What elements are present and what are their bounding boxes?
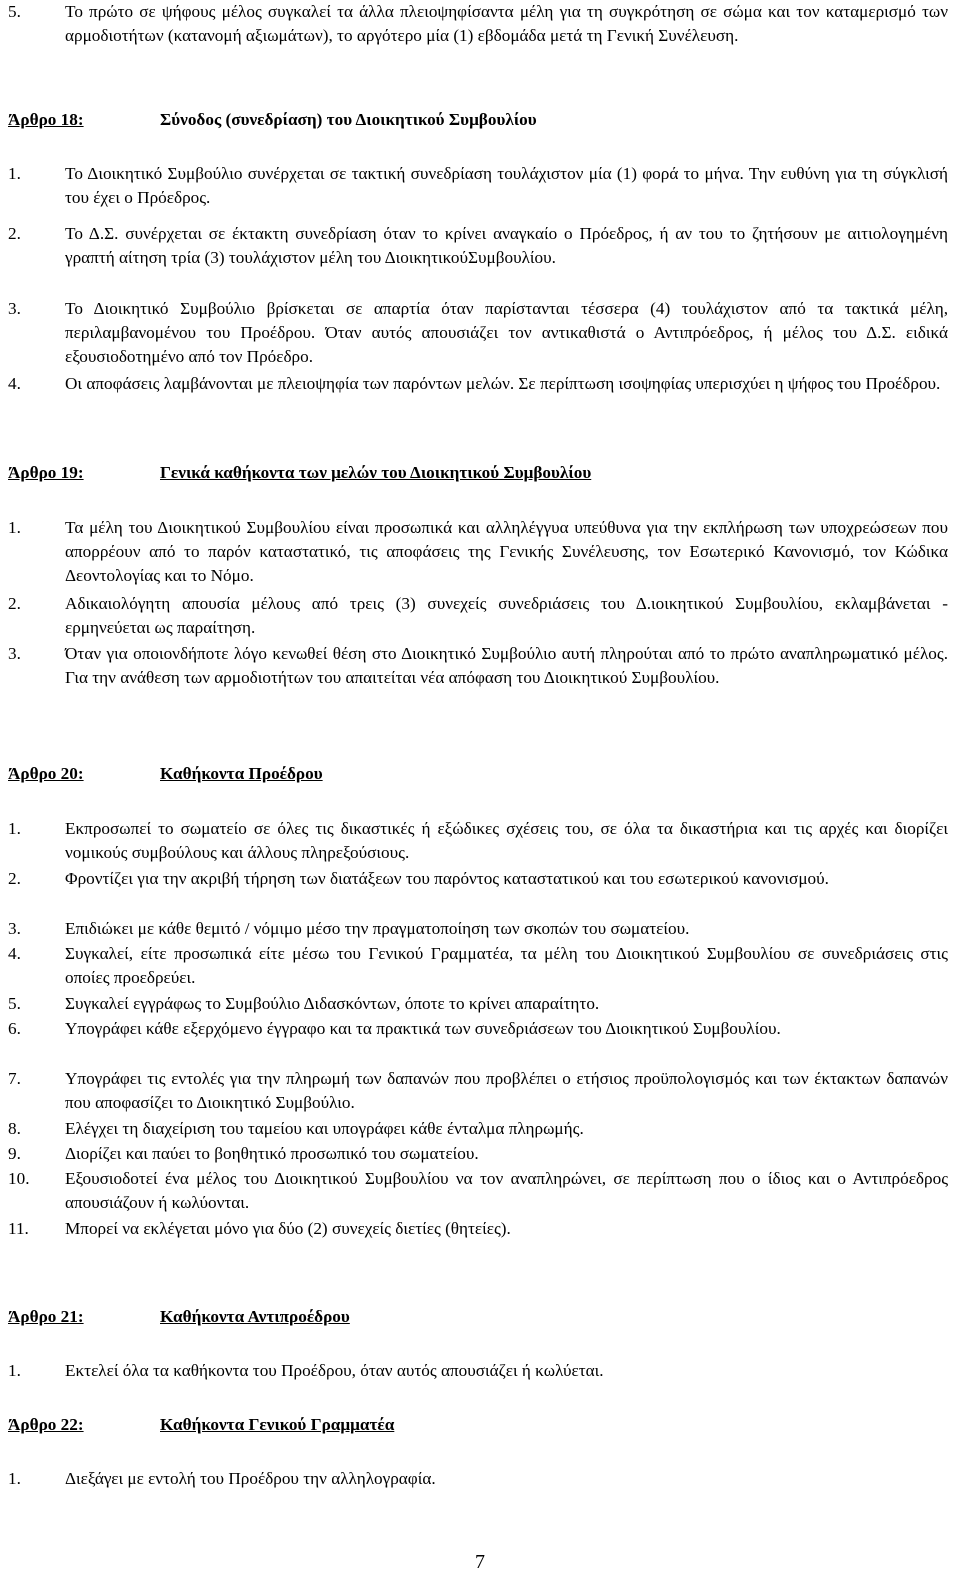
list-item bbox=[8, 297, 948, 369]
item-text: Τα μέλη του Διοικητικού Συμβουλίου είναι προσωπικά και αλληλέγγυα υπεύθυνα για την εκπλήρωση των υποχρεώσεων που απορρέουν από το παρόν καταστατικό, τις αποφάσεις της Γενικής Συνέλευσης, τον Εσωτερικό Κανονισμό, τον Κώδικα Δεοντολογίας και το Νόμο. bbox=[65, 518, 948, 585]
list-item bbox=[8, 1467, 948, 1491]
item-number: 4. bbox=[8, 374, 21, 393]
item-number: 9. bbox=[8, 1144, 21, 1163]
list-item bbox=[8, 516, 948, 588]
list-item bbox=[8, 1117, 948, 1141]
item-text: Ελέγχει τη διαχείριση του ταμείου και υπογράφει κάθε ένταλμα πληρωμής. bbox=[65, 1119, 584, 1138]
item-text: Φροντίζει για την ακριβή τήρηση των διατάξεων του παρόντος καταστατικού και του εσωτερικού κανονισμού. bbox=[65, 869, 829, 888]
item-text: Διεξάγει με εντολή του Προέδρου την αλληλογραφία. bbox=[65, 1469, 436, 1488]
article-label: Άρθρο 20: bbox=[8, 764, 84, 783]
item-text: Εκτελεί όλα τα καθήκοντα του Προέδρου, όταν αυτός απουσιάζει ή κωλύεται. bbox=[65, 1361, 604, 1380]
article-19-heading bbox=[8, 461, 948, 485]
article-21-heading bbox=[8, 1305, 948, 1329]
item-text: Συγκαλεί, είτε προσωπικά είτε μέσω του Γενικού Γραμματέα, τα μέλη του Διοικητικού Συμβουλίου σε συνεδριάσεις στις οποίες προεδρεύει. bbox=[65, 944, 948, 987]
item-number: 6. bbox=[8, 1019, 21, 1038]
item-text: Το Δ.Σ. συνέρχεται σε έκτακτη συνεδρίαση όταν το κρίνει αναγκαίο ο Πρόεδρος, ή αν του το ζητήσουν με αιτιολογημένη γραπτή αίτηση τρία (3) τουλάχιστον μέλη του ΔιοικητικούΣυμβουλίου. bbox=[65, 224, 948, 267]
item-number: 1. bbox=[8, 518, 21, 537]
list-item bbox=[8, 1217, 948, 1241]
article-title: Καθήκοντα Γενικού Γραμματέα bbox=[160, 1415, 395, 1434]
list-item bbox=[8, 222, 948, 270]
item-number: 5. bbox=[8, 2, 21, 21]
item-number: 2. bbox=[8, 224, 21, 243]
item-text: Υπογράφει τις εντολές για την πληρωμή των δαπανών που προβλέπει ο ετήσιος προϋπολογισμός και των έκτακτων δαπανών που αποφασίζει το Διοικητικό Συμβούλιο. bbox=[65, 1069, 948, 1112]
article-label: Άρθρο 22: bbox=[8, 1415, 84, 1434]
item-number: 3. bbox=[8, 299, 21, 318]
list-item bbox=[8, 992, 948, 1016]
list-item bbox=[8, 0, 948, 48]
article-20-heading bbox=[8, 762, 948, 786]
article-label: Άρθρο 21: bbox=[8, 1307, 84, 1326]
list-item bbox=[8, 1017, 948, 1041]
list-item bbox=[8, 162, 948, 210]
article-title: Καθήκοντα Προέδρου bbox=[160, 764, 323, 783]
item-number: 3. bbox=[8, 919, 21, 938]
item-text: Οι αποφάσεις λαμβάνονται με πλειοψηφία των παρόντων μελών. Σε περίπτωση ισοψηφίας υπερισχύει η ψήφος του Προέδρου. bbox=[65, 374, 941, 393]
article-title: Γενικά καθήκοντα των μελών του Διοικητικού Συμβουλίου bbox=[160, 463, 592, 482]
article-22-heading bbox=[8, 1413, 948, 1437]
page-number: 7 bbox=[475, 1551, 485, 1573]
item-text: Όταν για οποιονδήποτε λόγο κενωθεί θέση στο Διοικητικό Συμβούλιο αυτή πληρούται από το πρώτο αναπληρωματικό μέλος. Για την ανάθεση των αρμοδιοτήτων του απαιτείται νέα απόφαση του Διοικητικού Συμβουλίου. bbox=[65, 644, 948, 687]
list-item bbox=[8, 642, 948, 690]
item-text: Αδικαιολόγητη απουσία μέλους από τρεις (3) συνεχείς συνεδριάσεις του Δ.ιοικητικού Συμβουλίου, εκλαμβάνεται - ερμηνεύεται ως παραίτηση. bbox=[65, 594, 948, 637]
item-text: Εκπροσωπεί το σωματείο σε όλες τις δικαστικές ή εξώδικες σχέσεις του, σε όλα τα δικαστήρια και τις αρχές και διορίζει νομικούς συμβούλους και άλλους πληρεξούσιους. bbox=[65, 819, 948, 862]
item-text: Εξουσιοδοτεί ένα μέλος του Διοικητικού Συμβουλίου να τον αναπληρώνει, σε περίπτωση που ο ίδιος και ο Αντιπρόεδρος απουσιάζουν ή κωλύονται. bbox=[65, 1169, 948, 1212]
item-number: 5. bbox=[8, 994, 21, 1013]
item-number: 4. bbox=[8, 944, 21, 963]
list-item bbox=[8, 917, 948, 941]
item-number: 3. bbox=[8, 644, 21, 663]
item-text: Το πρώτο σε ψήφους μέλος συγκαλεί τα άλλα πλειοψηφίσαντα μέλη για τη συγκρότηση σε σώμα και τον καταμερισμό των αρμοδιοτήτων (κατανομή αξιωμάτων), το αργότερο μία (1) εβδομάδα μετά τη Γενική Συνέλευση. bbox=[65, 2, 948, 45]
list-item bbox=[8, 1167, 948, 1215]
item-text: Συγκαλεί εγγράφως το Συμβούλιο Διδασκόντων, όποτε το κρίνει απαραίτητο. bbox=[65, 994, 600, 1013]
item-number: 8. bbox=[8, 1119, 21, 1138]
item-number: 2. bbox=[8, 869, 21, 888]
article-title: Καθήκοντα Αντιπροέδρου bbox=[160, 1307, 350, 1326]
item-number: 1. bbox=[8, 1469, 21, 1488]
item-text: Επιδιώκει με κάθε θεμιτό / νόμιμο μέσο την πραγματοποίηση των σκοπών του σωματείου. bbox=[65, 919, 690, 938]
item-text: Διορίζει και παύει το βοηθητικό προσωπικό του σωματείου. bbox=[65, 1144, 479, 1163]
item-number: 10. bbox=[8, 1169, 30, 1188]
article-label: Άρθρο 19: bbox=[8, 463, 84, 482]
list-item bbox=[8, 1142, 948, 1166]
item-text: Το Διοικητικό Συμβούλιο συνέρχεται σε τακτική συνεδρίαση τουλάχιστον μία (1) φορά το μήνα. Την ευθύνη για τη σύγκλισή του έχει ο Πρόεδρος. bbox=[65, 164, 948, 207]
list-item bbox=[8, 592, 948, 640]
list-item bbox=[8, 1067, 948, 1115]
article-label: Άρθρο 18: bbox=[8, 110, 84, 129]
item-number: 11. bbox=[8, 1219, 29, 1238]
item-number: 2. bbox=[8, 594, 21, 613]
item-number: 1. bbox=[8, 1361, 21, 1380]
item-number: 1. bbox=[8, 819, 21, 838]
item-number: 1. bbox=[8, 164, 21, 183]
list-item bbox=[8, 372, 948, 396]
article-18-heading bbox=[8, 108, 948, 132]
list-item bbox=[8, 867, 948, 891]
article-title: Σύνοδος (συνεδρίαση) του Διοικητικού Συμβουλίου bbox=[160, 110, 537, 129]
item-text: Υπογράφει κάθε εξερχόμενο έγγραφο και τα πρακτικά των συνεδριάσεων του Διοικητικού Συμβουλίου. bbox=[65, 1019, 781, 1038]
item-text: Το Διοικητικό Συμβούλιο βρίσκεται σε απαρτία όταν παρίστανται τέσσερα (4) τουλάχιστον από τα τακτικά μέλη, περιλαμβανομένου του Προέδρου. Όταν αυτός απουσιάζει τον αντικαθιστά ο Αντιπρόεδρος, ή μέλος του Δ.Σ. ειδικά εξουσιοδοτημένο από τον Πρόεδρο. bbox=[65, 299, 948, 366]
item-text: Μπορεί να εκλέγεται μόνο για δύο (2) συνεχείς διετίες (θητείες). bbox=[65, 1219, 511, 1238]
list-item bbox=[8, 942, 948, 990]
list-item bbox=[8, 817, 948, 865]
list-item bbox=[8, 1359, 948, 1383]
item-number: 7. bbox=[8, 1069, 21, 1088]
